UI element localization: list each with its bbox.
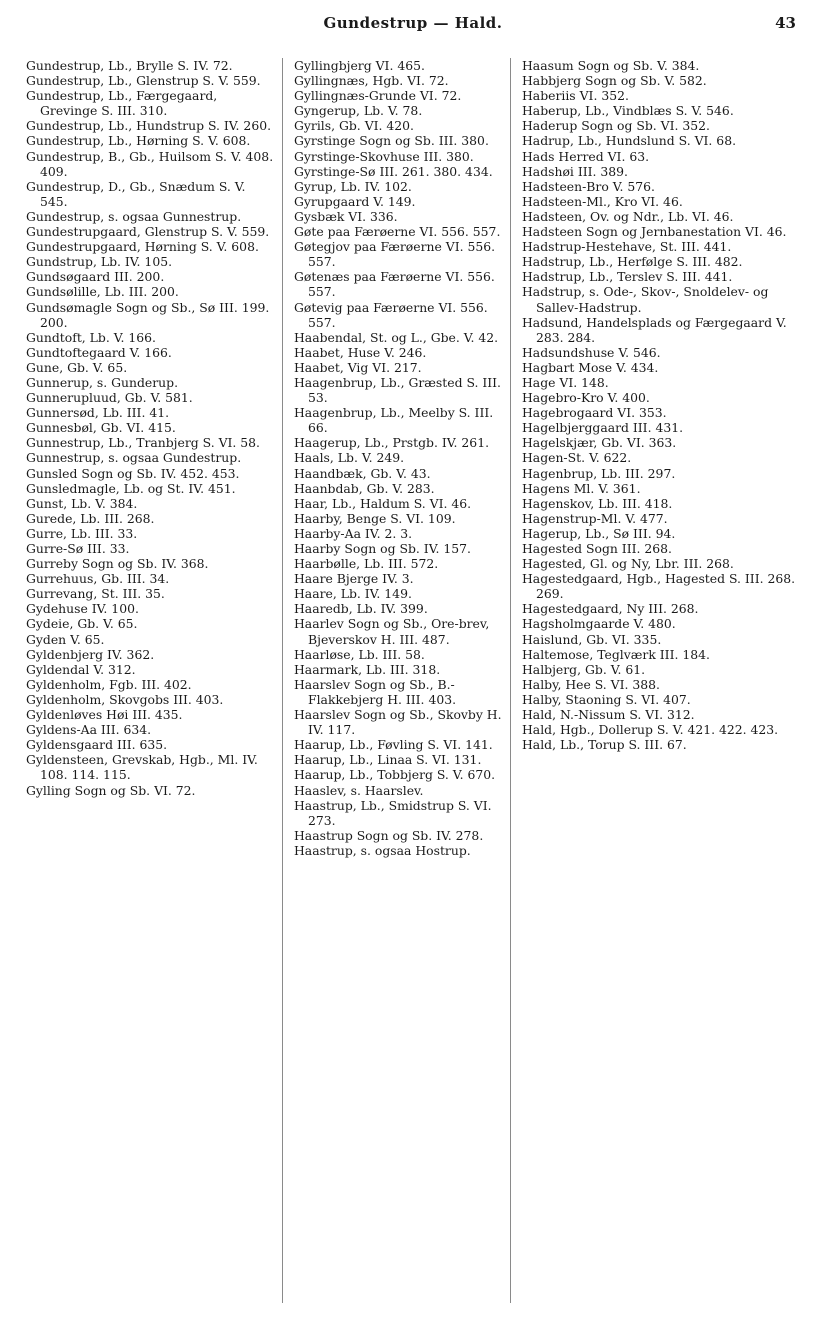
index-entry: Haanbdab, Gb. V. 283.: [294, 480, 435, 496]
index-entry: Haarslev Sogn og Sb., Skovby H. IV. 117.: [294, 707, 502, 738]
index-entry: Haasum Sogn og Sb. V. 384.: [522, 58, 700, 73]
index-entry: Hagbart Mose V. 434.: [522, 359, 659, 375]
index-entry: Gyldenholm, Fgb. III. 402.: [26, 676, 192, 692]
index-entry: Haltemose, Teglværk III. 184.: [522, 646, 710, 662]
page-header: [0, 14, 826, 44]
index-entry: Haarbølle, Lb. III. 572.: [294, 556, 439, 572]
index-entry: Gyldens-Aa III. 634.: [26, 722, 152, 738]
index-entry: Gyrstinge-Sø III. 261. 380. 434.: [294, 163, 493, 179]
index-entry: Gurre, Lb. III. 33.: [26, 525, 138, 541]
index-entry: Hald, Lb., Torup S. III. 67.: [522, 737, 687, 753]
index-entry: Hald, Hgb., Dollerup S. V. 421. 422. 423.: [522, 722, 779, 738]
index-entry: Haastrup, Lb., Smidstrup S. VI. 273.: [294, 797, 492, 828]
index-entry: Gundestrup, D., Gb., Snædum S. V. 545.: [26, 178, 246, 209]
index-entry: Gunsledmagle, Lb. og St. IV. 451.: [26, 480, 236, 496]
index-columns: [18, 58, 814, 1308]
index-entry: Haarslev Sogn og Sb., B.-Flakkebjerg H. III. 403.: [294, 676, 457, 707]
index-entry: Haislund, Gb. VI. 335.: [522, 631, 662, 647]
index-entry: Haderup Sogn og Sb. VI. 352.: [522, 118, 710, 134]
index-entry: Gylling Sogn og Sb. VI. 72.: [26, 782, 196, 798]
index-entry: Gunnestrup, Lb., Tranbjerg S. VI. 58.: [26, 435, 261, 451]
index-entry: Haarmark, Lb. III. 318.: [294, 661, 441, 677]
index-entry: Gundestrup, Lb., Hundstrup S. IV. 260.: [26, 118, 272, 134]
index-entry: Haastrup, s. ogsaa Hostrup.: [294, 842, 471, 858]
page-number: 43: [775, 14, 796, 32]
index-entry: Halby, Hee S. VI. 388.: [522, 676, 660, 692]
index-entry: Hadstrup, s. Ode-, Skov-, Snoldelev- og Sallev-Hadstrup.: [522, 284, 769, 315]
index-entry: Gyrstinge Sogn og Sb. III. 380.: [294, 133, 489, 149]
index-entry: Gundstrup, Lb. IV. 105.: [26, 254, 173, 270]
index-entry: Hagelbjerggaard III. 431.: [522, 420, 684, 436]
index-entry: Gunnestrup, s. ogsaa Gundestrup.: [26, 450, 242, 466]
index-entry: Gurrehuus, Gb. III. 34.: [26, 571, 170, 587]
index-entry: Haaslev, s. Haarslev.: [294, 782, 424, 798]
index-entry: Hagebrogaard VI. 353.: [522, 405, 667, 421]
index-entry: Gyngerup, Lb. V. 78.: [294, 103, 423, 119]
column-divider: [282, 58, 283, 1303]
index-entry: Hagenbrup, Lb. III. 297.: [522, 465, 676, 481]
index-entry: Gyllingnæs-Grunde VI. 72.: [294, 88, 462, 104]
index-entry: Gøtevig paa Færøerne VI. 556. 557.: [294, 299, 488, 330]
index-entry: Hadsteen-Bro V. 576.: [522, 178, 655, 194]
column-divider: [510, 58, 511, 1303]
index-entry: Gundestrup, s. ogsaa Gunnestrup.: [26, 208, 242, 224]
index-entry: Gunnesbøl, Gb. VI. 415.: [26, 420, 176, 436]
index-entry: Gyrup, Lb. IV. 102.: [294, 178, 412, 194]
index-column-3: [522, 58, 814, 1303]
running-title: Gundestrup — Hald.: [323, 14, 503, 32]
index-entry: Gyldensteen, Grevskab, Hgb., Ml. IV. 108. 114. 115.: [26, 752, 258, 783]
index-entry: Gundestrup, B., Gb., Huilsom S. V. 408. 409.: [26, 148, 274, 179]
index-entry: Gundestrup, Lb., Brylle S. IV. 72.: [26, 58, 233, 73]
index-entry: Haandbæk, Gb. V. 43.: [294, 465, 431, 481]
index-entry: Gunnerup, s. Gunderup.: [26, 374, 179, 390]
index-entry: Haabet, Vig VI. 217.: [294, 359, 422, 375]
index-entry: Hagestedgaard, Hgb., Hagested S. III. 268. 269.: [522, 571, 796, 602]
index-entry: Haagenbrup, Lb., Meelby S. III. 66.: [294, 405, 494, 436]
index-entry: Gyrstinge-Skovhuse III. 380.: [294, 148, 474, 164]
index-entry: Haarløse, Lb. III. 58.: [294, 646, 425, 662]
index-entry: Gyldensgaard III. 635.: [26, 737, 168, 753]
index-entry: Gundestrupgaard, Glenstrup S. V. 559.: [26, 224, 270, 240]
index-entry: Gundtoft, Lb. V. 166.: [26, 329, 156, 345]
index-entry: Hagens Ml. V. 361.: [522, 480, 641, 496]
index-entry: Gyldenløves Høi III. 435.: [26, 707, 183, 723]
index-entry: Haarup, Lb., Linaa S. VI. 131.: [294, 752, 482, 768]
index-entry: Hads Herred VI. 63.: [522, 148, 650, 164]
index-entry: Habbjerg Sogn og Sb. V. 582.: [522, 73, 707, 89]
index-entry: Hage VI. 148.: [522, 374, 609, 390]
index-entry: Hadstrup-Hestehave, St. III. 441.: [522, 239, 732, 255]
index-entry: Gyden V. 65.: [26, 631, 105, 647]
index-entry: Hadshøi III. 389.: [522, 163, 628, 179]
index-entry: Gyldendal V. 312.: [26, 661, 136, 677]
index-entry: Haare Bjerge IV. 3.: [294, 571, 414, 587]
index-entry: Hagen-St. V. 622.: [522, 450, 632, 466]
index-column-1: [26, 58, 274, 1303]
index-entry: Gundestrup, Lb., Glenstrup S. V. 559.: [26, 73, 261, 89]
index-entry: Haarup, Lb., Tobbjerg S. V. 670.: [294, 767, 496, 783]
index-column-2: [294, 58, 504, 1303]
index-entry: Gundsømagle Sogn og Sb., Sø III. 199. 200.: [26, 299, 270, 330]
index-entry: Haabet, Huse V. 246.: [294, 344, 427, 360]
index-entry: Gunst, Lb. V. 384.: [26, 495, 138, 511]
index-entry: Hald, N.-Nissum S. VI. 312.: [522, 707, 695, 723]
index-entry: Gundestrup, Lb., Hørning S. V. 608.: [26, 133, 251, 149]
index-entry: Gyrupgaard V. 149.: [294, 193, 416, 209]
index-entry: Gyllingbjerg VI. 465.: [294, 58, 425, 73]
index-entry: Haberiis VI. 352.: [522, 88, 629, 104]
index-entry: Gune, Gb. V. 65.: [26, 359, 128, 375]
index-entry: Gydehuse IV. 100.: [26, 601, 139, 617]
index-entry: Halbjerg, Gb. V. 61.: [522, 661, 646, 677]
index-entry: Haastrup Sogn og Sb. IV. 278.: [294, 827, 484, 843]
index-entry: Gurre-Sø III. 33.: [26, 541, 130, 556]
index-entry: Gunnersød, Lb. III. 41.: [26, 405, 170, 421]
index-entry: Haaredb, Lb. IV. 399.: [294, 601, 428, 617]
index-entry: Haals, Lb. V. 249.: [294, 450, 405, 466]
index-entry: Hadrup, Lb., Hundslund S. VI. 68.: [522, 133, 737, 149]
index-entry: Gurrevang, St. III. 35.: [26, 586, 165, 602]
index-entry: Hagelskjær, Gb. VI. 363.: [522, 435, 677, 451]
index-entry: Gundsølille, Lb. III. 200.: [26, 284, 179, 300]
index-entry: Hagerup, Lb., Sø III. 94.: [522, 525, 676, 541]
index-entry: Haarby, Benge S. VI. 109.: [294, 510, 456, 526]
index-entry: Gunnerupluud, Gb. V. 581.: [26, 390, 193, 406]
index-entry: Gydeie, Gb. V. 65.: [26, 616, 138, 632]
index-entry: Gyldenholm, Skovgobs III. 403.: [26, 691, 224, 707]
index-entry: Haarup, Lb., Føvling S. VI. 141.: [294, 737, 493, 753]
index-entry: Haabendal, St. og L., Gbe. V. 42.: [294, 329, 499, 345]
index-entry: Haarby-Aa IV. 2. 3.: [294, 525, 413, 541]
index-entry: Hagested Sogn III. 268.: [522, 541, 672, 556]
index-entry: Hagested, Gl. og Ny, Lbr. III. 268.: [522, 556, 734, 572]
index-entry: Gurede, Lb. III. 268.: [26, 510, 155, 526]
index-entry: Hadstrup, Lb., Terslev S. III. 441.: [522, 269, 733, 285]
index-entry: Gurreby Sogn og Sb. IV. 368.: [26, 556, 209, 572]
index-entry: Hadsteen Sogn og Jernbanestation VI. 46.: [522, 224, 787, 240]
index-entry: Hagebro-Kro V. 400.: [522, 390, 650, 406]
index-entry: Gundsøgaard III. 200.: [26, 269, 165, 285]
index-entry: Gundestrup, Lb., Færgegaard, Grevinge S. III. 310.: [26, 88, 218, 119]
index-entry: Gyllingnæs, Hgb. VI. 72.: [294, 73, 449, 89]
index-entry: Haarlev Sogn og Sb., Ore-brev, Bjeverskov H. III. 487.: [294, 616, 490, 647]
index-entry: Gyrils, Gb. VI. 420.: [294, 118, 414, 134]
index-entry: Hadsundshuse V. 546.: [522, 344, 661, 360]
index-entry: Hadstrup, Lb., Herfølge S. III. 482.: [522, 254, 743, 270]
index-entry: Haberup, Lb., Vindblæs S. V. 546.: [522, 103, 734, 119]
index-entry: Gyldenbjerg IV. 362.: [26, 646, 155, 662]
index-entry: Gunsled Sogn og Sb. IV. 452. 453.: [26, 465, 240, 481]
index-entry: Haagerup, Lb., Prstgb. IV. 261.: [294, 435, 490, 451]
index-entry: Hagenskov, Lb. III. 418.: [522, 495, 673, 511]
index-entry: Gundestrupgaard, Hørning S. V. 608.: [26, 239, 259, 255]
index-entry: Gøtegjov paa Færøerne VI. 556. 557.: [294, 239, 496, 270]
index-entry: Hadsteen-Ml., Kro VI. 46.: [522, 193, 683, 209]
index-entry: Haare, Lb. IV. 149.: [294, 586, 412, 602]
index-entry: Gundtoftegaard V. 166.: [26, 344, 172, 360]
index-entry: Hadsund, Handelsplads og Færgegaard V. 283. 284.: [522, 314, 787, 345]
index-entry: Haar, Lb., Haldum S. VI. 46.: [294, 495, 472, 511]
index-entry: Hagenstrup-Ml. V. 477.: [522, 510, 668, 526]
index-entry: Gysbæk VI. 336.: [294, 208, 398, 224]
index-entry: Gøte paa Færøerne VI. 556. 557.: [294, 224, 501, 240]
index-entry: Haarby Sogn og Sb. IV. 157.: [294, 541, 471, 556]
index-entry: Hagsholmgaarde V. 480.: [522, 616, 676, 632]
index-entry: Hagestedgaard, Ny III. 268.: [522, 601, 699, 617]
index-entry: Gøtenæs paa Færøerne VI. 556. 557.: [294, 269, 495, 300]
index-entry: Hadsteen, Ov. og Ndr., Lb. VI. 46.: [522, 208, 734, 224]
index-entry: Haagenbrup, Lb., Græsted S. III. 53.: [294, 374, 501, 406]
index-entry: Halby, Staoning S. VI. 407.: [522, 691, 691, 707]
